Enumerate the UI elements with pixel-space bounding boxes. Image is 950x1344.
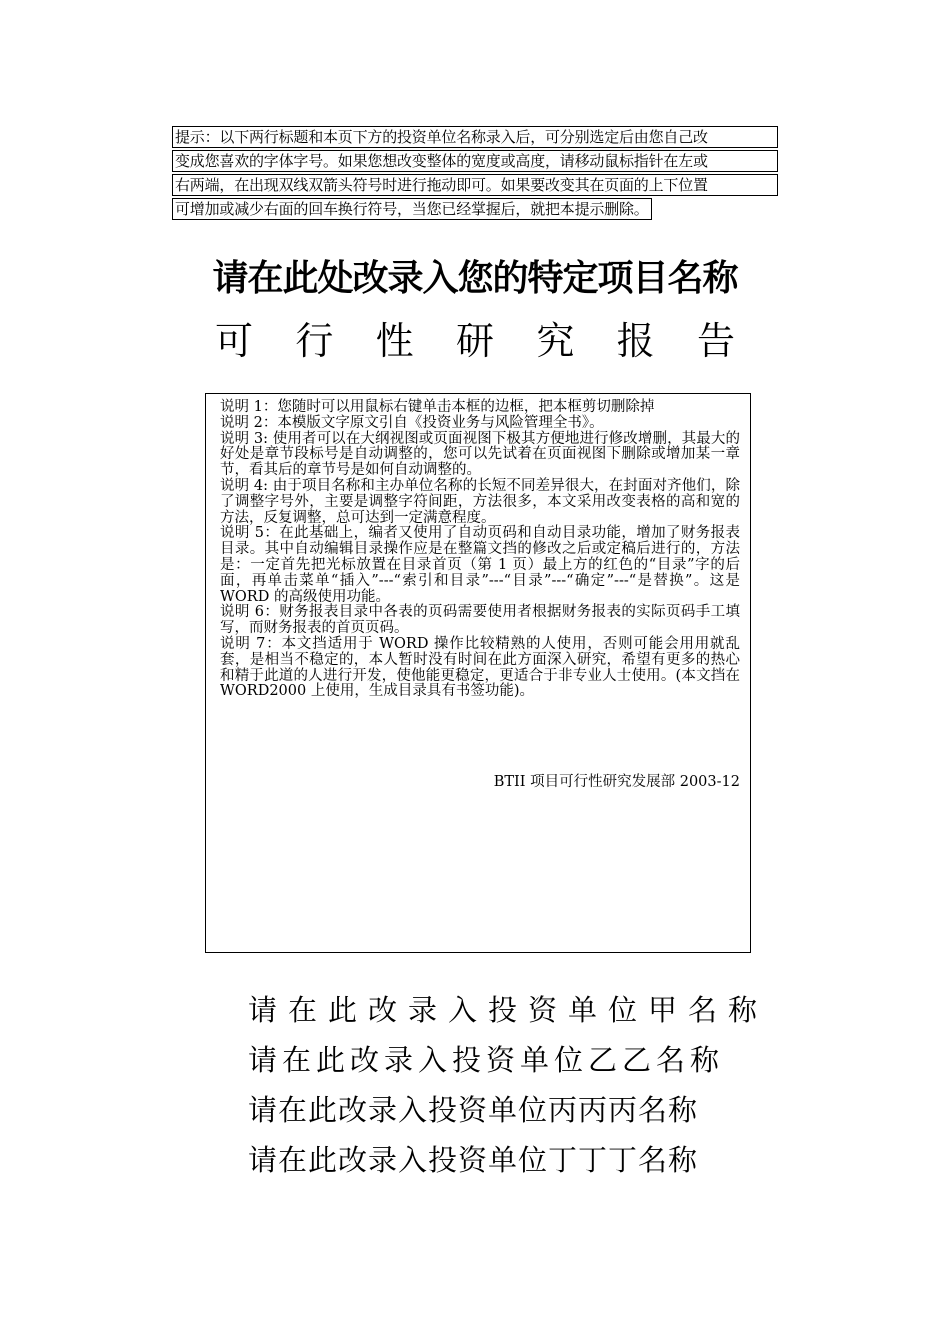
investor-list (248, 985, 769, 1185)
tip-line: 提示：以下两行标题和本页下方的投资单位名称录入后，可分别选定后由您自己改 (172, 126, 778, 148)
note-5: 说明 5：在此基础上，编者又使用了自动页码和自动目录功能，增加了财务报表目录。其中自动编辑目录操作应是在整篇文挡的修改之后或定稿后进行的，方法是：一定首先把光标放置在目录首页（第 1 页）最上方的红色的“目录”字的后面，再单击菜单“插入”---“索引和目录”---“目录”---“确定”---“是替换”。这是 WORD 的高级使用功能。 (220, 525, 740, 605)
report-title-char: 究 (536, 319, 575, 363)
note-1: 说明 1：您随时可以用鼠标右键单击本框的边框，把本框剪切删除掉 (220, 399, 655, 415)
investor-name: 请在此改录入投资单位丙丙丙名称 (248, 1093, 699, 1127)
report-title-char: 告 (696, 319, 735, 363)
note-3: 说明 3: 使用者可以在大纲视图或页面视图下极其方便地进行修改增删，其最大的好处是章节段标号是自动调整的，您可以先试着在页面视图下删除或增加某一章节，看其后的章节号是如何自动调整的。 (220, 430, 740, 479)
report-title-char: 报 (616, 319, 655, 363)
note-4: 说明 4: 由于项目名称和主办单位名称的长短不同差异很大，在封面对齐他们，除了调整字号外，主要是调整字符间距，方法很多，本文采用改变表格的高和宽的方法，反复调整，总可达到一定满意程度。 (220, 477, 740, 526)
report-title-char: 性 (375, 319, 414, 363)
report-title-char: 可 (215, 319, 254, 363)
report-title-char: 行 (295, 319, 334, 363)
report-title (215, 310, 735, 365)
investor-name: 请在此改录入投资单位丁丁丁名称 (248, 1143, 699, 1177)
investor-name: 请在此改录入投资单位甲名称 (248, 993, 769, 1027)
note-6: 说明 6：财务报表目录中各表的页码需要使用者根据财务报表的实际页码手工填写，而财务报表的首页页码。 (220, 604, 740, 637)
report-title-char: 研 (455, 319, 494, 363)
project-title: 请在此处改录入您的特定项目名称 (212, 258, 738, 299)
investor-name: 请在此改录入投资单位乙乙名称 (248, 1043, 725, 1077)
notes-signature: BTII 项目可行性研究发展部 2003-12 (493, 774, 740, 790)
note-7: 说明 7：本文挡适用于 WORD 操作比较精熟的人使用，否则可能会用用就乱套，是相当不稳定的，本人暂时没有时间在此方面深入研究，希望有更多的热心和精于此道的人进行开发，使他能更稳定，更适合于非专业人士使用。(本文挡在 WORD2000 上使用，生成目录具有书签功能)。 (220, 635, 740, 700)
note-2: 说明 2：本模版文字原文引自《投资业务与风险管理全书》。 (220, 414, 604, 431)
tip-line: 右两端，在出现双线双箭头符号时进行拖动即可。如果要改变其在页面的上下位置 (172, 174, 778, 196)
tip-box[interactable] (172, 126, 778, 226)
tip-line: 变成您喜欢的字体字号。如果您想改变整体的宽度或高度，请移动鼠标指针在左或 (172, 150, 778, 172)
tip-line: 可增加或减少右面的回车换行符号，当您已经掌握后，就把本提示删除。 (172, 198, 652, 220)
notes-box[interactable] (205, 393, 751, 953)
